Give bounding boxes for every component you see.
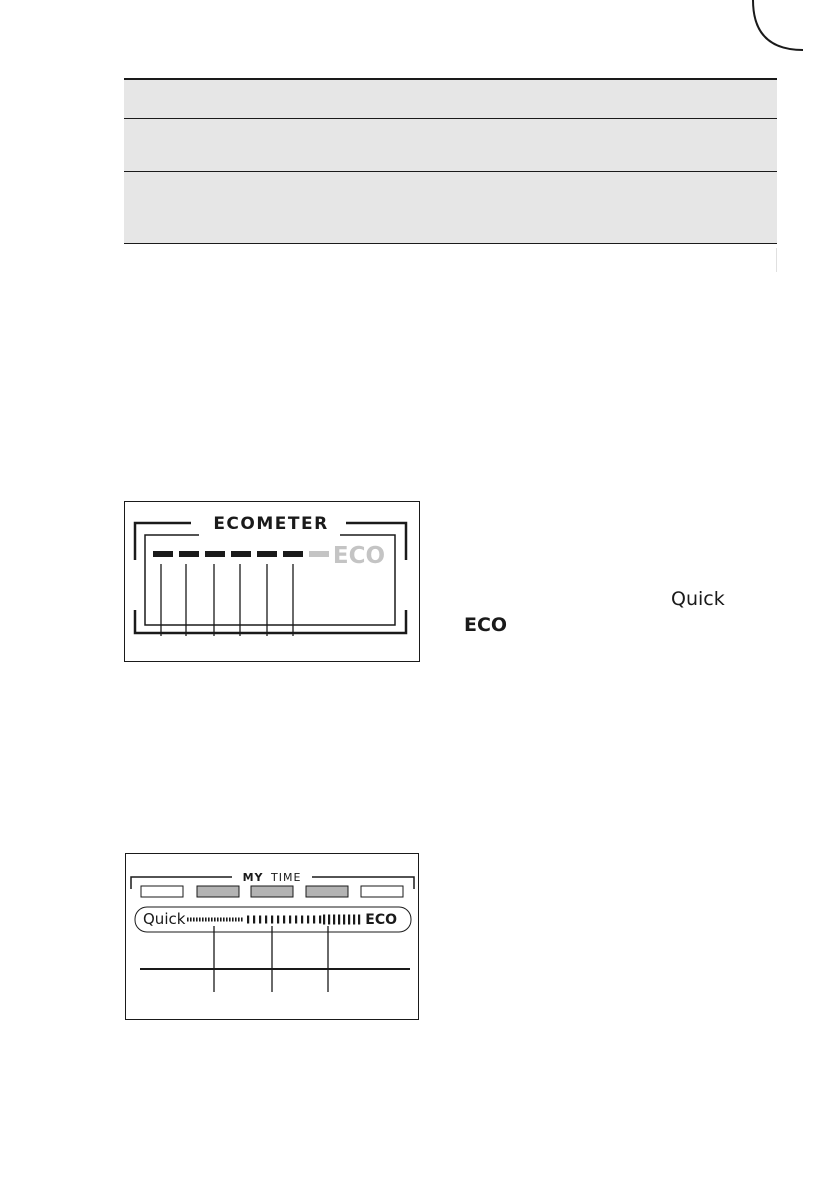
ecometer-segment — [153, 551, 173, 557]
mytime-tick — [307, 916, 309, 924]
mytime-option-box — [306, 886, 348, 897]
mytime-tick — [241, 918, 243, 922]
table-row — [124, 78, 777, 118]
ecometer-segment — [257, 551, 277, 557]
mytime-figure — [125, 853, 419, 1020]
mytime-tick — [211, 918, 213, 922]
mytime-tick — [253, 916, 255, 924]
mytime-title-rest: TIME — [271, 871, 302, 884]
table-edge-line — [776, 248, 777, 272]
mytime-option-box — [361, 886, 403, 897]
ecometer-display — [125, 502, 419, 661]
mytime-tick — [214, 918, 216, 922]
mytime-tick — [313, 916, 315, 924]
ecometer-segment — [309, 551, 329, 557]
mytime-title-bold: MY — [242, 871, 264, 884]
mytime-title — [243, 871, 302, 884]
mytime-tick — [271, 916, 273, 924]
mytime-tick — [205, 918, 207, 922]
mytime-tick — [232, 918, 234, 922]
mytime-tick — [199, 918, 201, 922]
mytime-tick — [238, 918, 240, 922]
table-row — [124, 171, 777, 244]
ecometer-figure — [124, 501, 420, 662]
ecometer-segment — [205, 551, 225, 557]
mytime-boxes — [141, 886, 403, 897]
mytime-option-box — [141, 886, 183, 897]
mytime-tick — [259, 916, 261, 924]
side-eco-label: ECO — [464, 614, 508, 636]
mytime-tick — [208, 918, 210, 922]
mytime-ticks — [187, 915, 360, 925]
mytime-tick — [187, 918, 189, 922]
mytime-tick — [190, 918, 192, 922]
mytime-tick — [217, 918, 219, 922]
ecometer-title: ECOMETER — [213, 514, 329, 534]
mytime-tick — [229, 918, 231, 922]
mytime-tick — [289, 916, 291, 924]
mytime-tick — [220, 918, 222, 922]
mytime-tick — [358, 915, 360, 925]
side-quick-label: Quick — [671, 588, 725, 610]
mytime-tick — [235, 918, 237, 922]
ecometer-segment — [231, 551, 251, 557]
mytime-tick — [295, 916, 297, 924]
mytime-tick — [328, 915, 330, 925]
ecometer-segments — [153, 551, 329, 557]
mytime-tick — [265, 916, 267, 924]
mytime-tick — [333, 915, 335, 925]
mytime-tick — [323, 915, 325, 925]
mytime-tick — [277, 916, 279, 924]
mytime-quick-label: Quick — [143, 910, 186, 928]
ecometer-segment — [179, 551, 199, 557]
mytime-tick — [223, 918, 225, 922]
mytime-eco-label: ECO — [365, 912, 397, 928]
bracket-bottom — [135, 610, 406, 633]
mytime-tick — [283, 916, 285, 924]
ecometer-segment — [283, 551, 303, 557]
mytime-tick — [301, 916, 303, 924]
mytime-tick — [196, 918, 198, 922]
mytime-tick — [226, 918, 228, 922]
mytime-tick — [353, 915, 355, 925]
ecometer-eco-label: ECO — [332, 543, 386, 569]
mytime-option-box — [251, 886, 293, 897]
table-row — [124, 118, 777, 171]
mytime-tick — [247, 916, 249, 924]
settings-table — [124, 78, 777, 244]
page-corner-arc — [0, 0, 839, 60]
mytime-option-box — [197, 886, 239, 897]
mytime-tick — [343, 915, 345, 925]
mytime-tick — [348, 915, 350, 925]
mytime-display — [126, 854, 418, 1019]
mytime-tick — [319, 916, 321, 924]
mytime-tick — [338, 915, 340, 925]
mytime-tick — [202, 918, 204, 922]
mytime-tick — [193, 918, 195, 922]
